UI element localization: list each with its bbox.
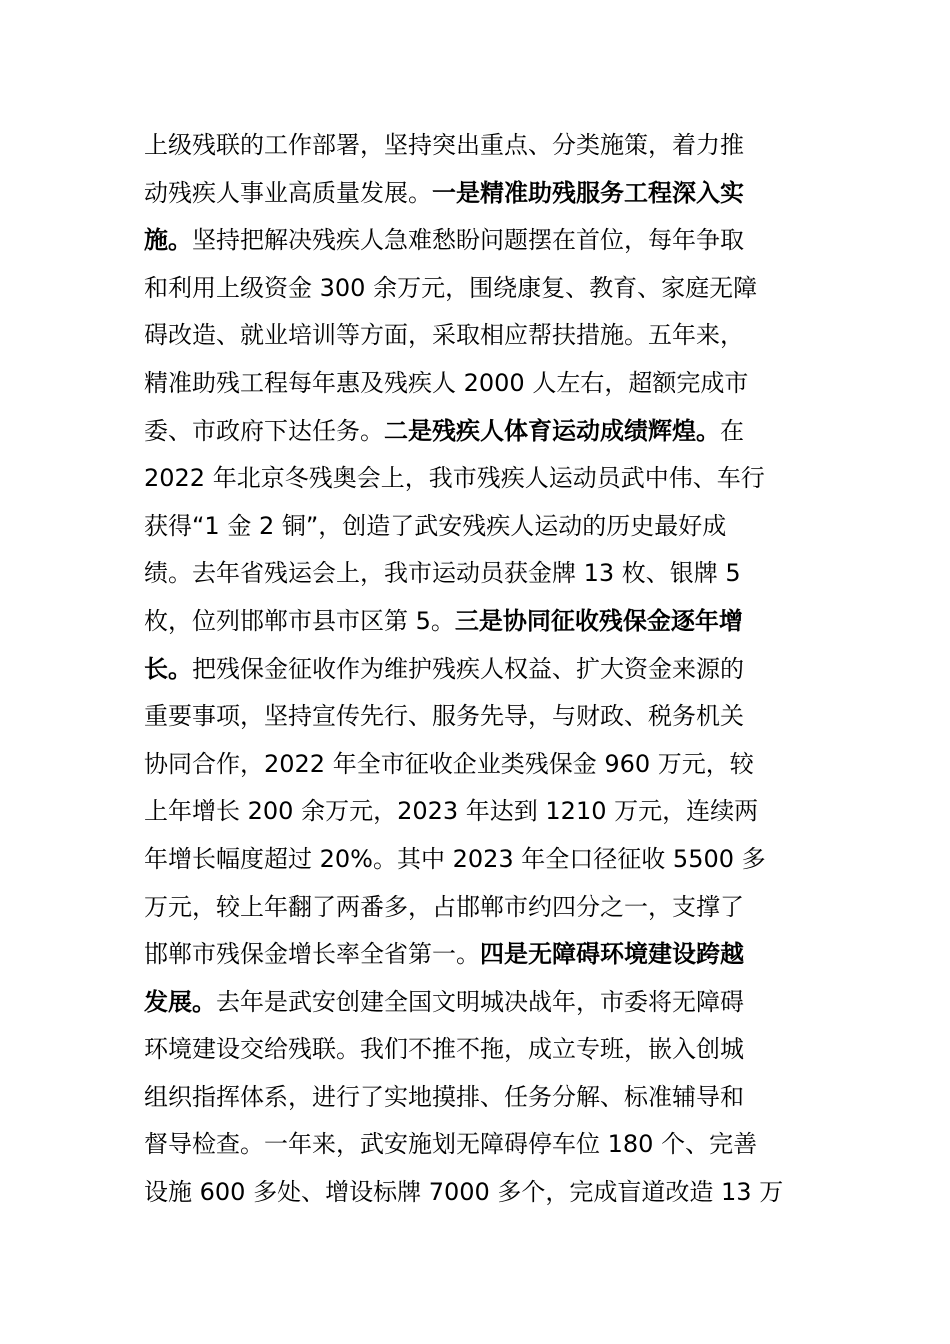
bold-text-segment: 二是残疾人体育运动成绩辉煌。	[384, 416, 720, 445]
bold-text-segment: 长。	[144, 654, 192, 683]
text-segment: 把残保金征收作为维护残疾人权益、扩大资金来源的	[192, 654, 744, 683]
text-segment: 动残疾人事业高质量发展。	[144, 178, 432, 207]
text-line	[144, 455, 816, 503]
text-line	[144, 741, 816, 789]
text-line	[144, 550, 816, 598]
text-segment: 和利用上级资金 300 余万元，围绕康复、教育、家庭无障	[144, 273, 758, 302]
text-segment: 精准助残工程每年惠及残疾人 2000 人左右，超额完成市	[144, 368, 749, 397]
bold-text-segment: 四是无障碍环境建设跨越	[480, 940, 744, 969]
text-line	[144, 217, 816, 265]
text-line	[144, 122, 816, 170]
text-line	[144, 931, 816, 979]
text-line	[144, 836, 816, 884]
text-line	[144, 693, 816, 741]
bold-text-segment: 三是协同征收残保金逐年增	[454, 606, 743, 635]
text-line	[144, 312, 816, 360]
text-segment: 委、市政府下达任务。	[144, 416, 384, 445]
text-line	[144, 646, 816, 694]
text-segment: 枚，位列邯郸市县市区第 5。	[144, 606, 455, 635]
bold-text-segment: 施。	[144, 226, 192, 255]
text-segment: 督导检查。一年来，武安施划无障碍停车位 180 个、完善	[144, 1130, 758, 1159]
document-body-text	[144, 122, 816, 1217]
text-line	[144, 1026, 816, 1074]
text-line	[144, 979, 816, 1027]
text-segment: 协同合作，2022 年全市征收企业类残保金 960 万元，较	[144, 749, 754, 778]
text-line	[144, 170, 816, 218]
text-segment: 重要事项，坚持宣传先行、服务先导，与财政、税务机关	[144, 702, 744, 731]
text-segment: 碍改造、就业培训等方面，采取相应帮扶措施。五年来，	[144, 321, 744, 350]
text-segment: 2022 年北京冬残奥会上，我市残疾人运动员武中伟、车行	[144, 464, 765, 493]
text-segment: 上年增长 200 余万元，2023 年达到 1210 万元，连续两	[144, 797, 759, 826]
text-segment: 上级残联的工作部署，坚持突出重点、分类施策，着力推	[144, 131, 744, 159]
text-segment: 组织指挥体系，进行了实地摸排、任务分解、标准辅导和	[144, 1082, 744, 1111]
text-segment: 获得“1 金 2 铜”，创造了武安残疾人运动的历史最好成	[144, 511, 727, 540]
text-segment: 坚持把解决残疾人急难愁盼问题摆在首位，每年争取	[192, 226, 744, 255]
text-line	[144, 408, 816, 456]
text-segment: 去年是武安创建全国文明城决战年，市委将无障碍	[216, 987, 744, 1016]
text-line	[144, 265, 816, 313]
bold-text-segment: 发展。	[144, 987, 216, 1016]
text-line	[144, 1121, 816, 1169]
text-line	[144, 1169, 816, 1217]
text-line	[144, 788, 816, 836]
text-segment: 万元，较上年翻了两番多，占邯郸市约四分之一，支撑了	[144, 892, 744, 921]
text-segment: 在	[720, 416, 744, 445]
text-segment: 邯郸市残保金增长率全省第一。	[144, 940, 480, 969]
text-line	[144, 884, 816, 932]
text-segment: 设施 600 多处、增设标牌 7000 多个，完成盲道改造 13 万	[144, 1178, 784, 1207]
text-line	[144, 503, 816, 551]
bold-text-segment: 一是精准助残服务工程深入实	[432, 178, 744, 207]
text-line	[144, 1074, 816, 1122]
text-segment: 绩。去年省残运会上，我市运动员获金牌 13 枚、银牌 5	[144, 559, 741, 588]
text-segment: 环境建设交给残联。我们不推不拖，成立专班，嵌入创城	[144, 1035, 744, 1064]
text-line	[144, 598, 816, 646]
text-segment: 年增长幅度超过 20%。其中 2023 年全口径征收 5500 多	[144, 844, 766, 873]
text-line	[144, 360, 816, 408]
